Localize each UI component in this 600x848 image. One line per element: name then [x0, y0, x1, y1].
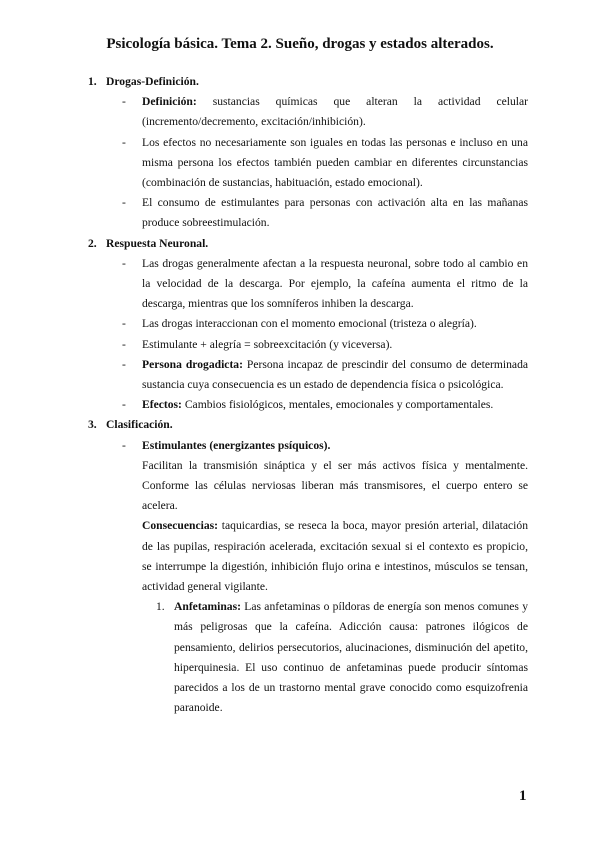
bullet-lead: Efectos: — [142, 398, 182, 412]
dash-bullet-icon: - — [122, 95, 126, 109]
bullet-lead: Definición: — [142, 95, 197, 109]
dash-bullet-icon: - — [122, 317, 126, 331]
dash-bullet-icon: - — [122, 337, 126, 351]
section-heading — [88, 72, 528, 92]
bullet-text: Estimulante + alegría = sobreexcitación (y viceversa). — [142, 337, 393, 351]
bullet-item — [122, 133, 528, 194]
section-number: 2. — [88, 236, 97, 250]
bullet-list — [88, 92, 528, 233]
paragraph — [142, 516, 528, 597]
dash-bullet-icon: - — [122, 398, 126, 412]
section-heading — [88, 234, 528, 254]
bullet-lead: Persona drogadicta: — [142, 357, 243, 371]
section-clasificacion — [88, 415, 528, 718]
bullet-text: Persona incapaz de prescindir del consumo de determinada sustancia cuya consecuencia es un estado de dependencia física o psicológica. — [142, 357, 529, 392]
section-title: Clasificación. — [106, 418, 173, 432]
bullet-text: Los efectos no necesariamente son iguales en todas las personas e incluso en una misma persona los efectos también pueden cambiar en diferentes circunstancias (combinación de sustancias, habituación, estado emocional). — [142, 135, 528, 190]
document-body — [88, 72, 528, 719]
numbered-sublist — [88, 597, 528, 718]
paragraph-text: taquicardias, se reseca la boca, mayor presión arterial, dilatación de las pupilas, respiración acelerada, excitación sexual si el contexto es propicio, se interrumpe la digestión, inhibición flujo orina e intestinos, músculos se tensan, actividad general vigilante. — [142, 519, 528, 594]
section-number: 1. — [88, 75, 97, 88]
sublist-lead: Anfetaminas: — [174, 600, 241, 614]
sublist-text: Las anfetaminas o píldoras de energía son menos comunes y más peligrosas que la cafeína. Adicción causa: patrones ilógicos de pensamiento, delirios persecutorios, alucinaciones, disminución del apetito, hiperquinesia. El uso continuo de anfetaminas puede producir síntomas parecidos a los de un trastorno mental grave conocido como esquizofrenia paranoide. — [174, 600, 528, 715]
bullet-lead: Estimulantes (energizantes psíquicos). — [142, 438, 331, 452]
bullet-text: Cambios fisiológicos, mentales, emocionales y comportamentales. — [181, 398, 494, 412]
bullet-item — [122, 335, 528, 355]
dash-bullet-icon: - — [122, 256, 126, 270]
section-title: Respuesta Neuronal. — [106, 236, 209, 250]
dash-bullet-icon: - — [122, 196, 126, 210]
document-title: Psicología básica. Tema 2. Sueño, drogas y estados alterados. — [106, 36, 494, 52]
section-number: 3. — [88, 418, 97, 432]
bullet-list — [88, 254, 528, 416]
bullet-item — [122, 395, 528, 415]
bullet-text: Las drogas interaccionan con el momento emocional (tristeza o alegría). — [142, 317, 477, 331]
bullet-item — [122, 355, 529, 395]
bullet-list — [88, 436, 528, 456]
paragraph — [142, 456, 528, 517]
bullet-text: El consumo de estimulantes para personas con activación alta en las mañanas produce sobreestimulación. — [142, 196, 528, 230]
bullet-text: sustancias químicas que alteran la actividad celular (incremento/decremento, excitación/inhibición). — [142, 95, 528, 129]
bullet-text: Las drogas generalmente afectan a la respuesta neuronal, sobre todo al cambio en la velocidad de la descarga. Por ejemplo, la cafeína aumenta el ritmo de la descarga, mientras que los somníferos inhiben la descarga. — [142, 256, 528, 311]
dash-bullet-icon: - — [122, 357, 126, 371]
bullet-item — [122, 92, 528, 132]
bullet-item — [122, 254, 528, 315]
dash-bullet-icon: - — [122, 135, 126, 149]
sublist-item — [156, 597, 528, 718]
page-number: 1 — [519, 788, 527, 804]
bullet-item — [122, 314, 528, 334]
dash-bullet-icon: - — [122, 438, 126, 452]
section-heading — [88, 415, 528, 435]
paragraph-lead: Consecuencias: — [142, 519, 218, 533]
section-drogas-definicion — [88, 72, 528, 234]
sublist-number: 1. — [156, 600, 165, 614]
section-title: Drogas-Definición. — [106, 75, 199, 88]
bullet-item — [122, 193, 528, 233]
paragraph-text: Facilitan la transmisión sináptica y el ser más activos física y mentalmente. Conforme las células nerviosas liberan más transmisores, el cuerpo entero se acelera. — [142, 458, 528, 513]
bullet-item — [122, 436, 528, 456]
section-respuesta-neuronal — [88, 234, 528, 416]
